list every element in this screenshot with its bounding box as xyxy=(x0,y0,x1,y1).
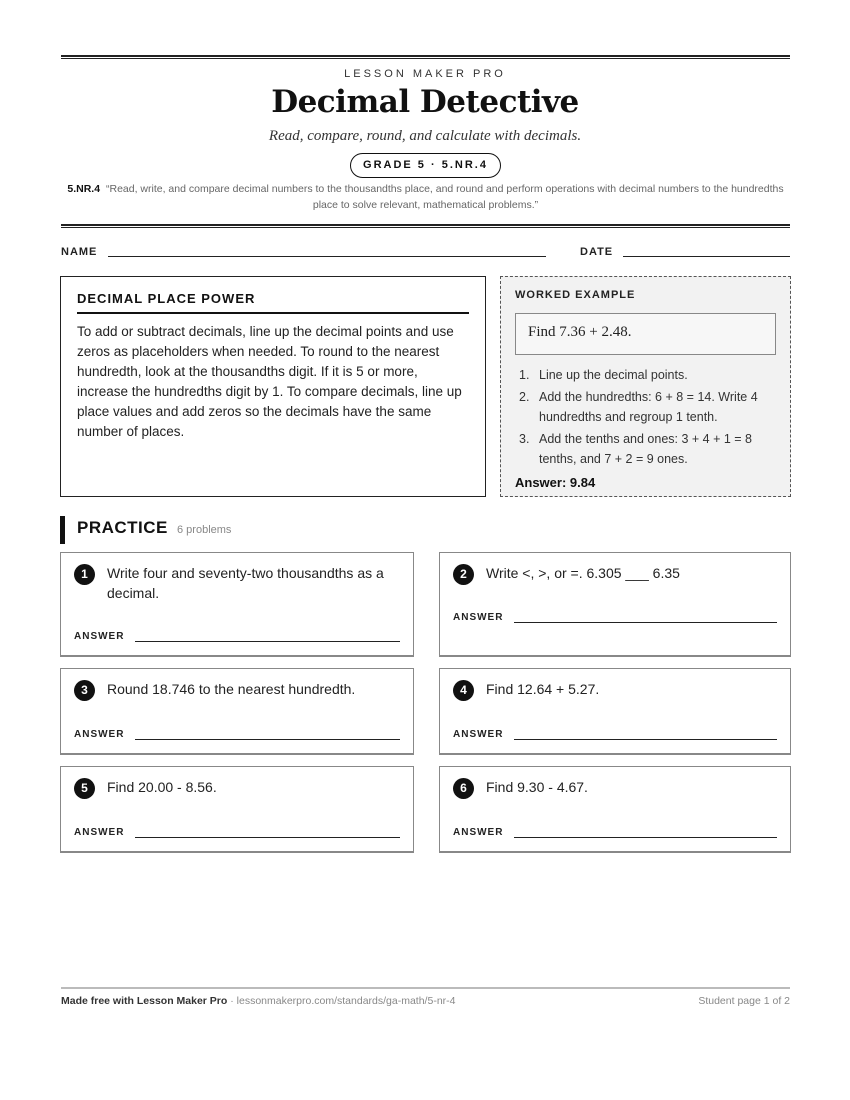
top-double-rule xyxy=(61,55,790,59)
problem-question: Find 20.00 - 8.56. xyxy=(107,779,217,795)
problem-number: 1 xyxy=(74,564,95,585)
standard-code: 5.NR.4 xyxy=(67,183,101,195)
answer-field[interactable] xyxy=(135,837,400,838)
footer-made-with: Made free with Lesson Maker Pro xyxy=(61,995,228,1007)
problem-number: 2 xyxy=(453,564,474,585)
standard-description xyxy=(61,181,790,213)
problem-number: 5 xyxy=(74,778,95,799)
brand-name: LESSON MAKER PRO xyxy=(344,68,506,80)
page-subtitle: Read, compare, round, and calculate with decimals. xyxy=(268,128,582,144)
answer-label: ANSWER xyxy=(453,827,504,838)
answer-field[interactable] xyxy=(135,641,400,642)
problem-card-5 xyxy=(60,766,414,853)
footer-page-number: Student page 1 of 2 xyxy=(698,995,790,1007)
answer-label: ANSWER xyxy=(74,631,125,642)
problem-question: Round 18.746 to the nearest hundredth. xyxy=(107,681,356,697)
practice-count: 6 problems xyxy=(177,524,232,536)
worked-example-step: 2. Add the hundredths: 6 + 8 = 14. Write 4 hundredths and regroup 1 tenth. xyxy=(519,390,758,424)
worked-example-steps xyxy=(515,365,776,469)
worked-example-box xyxy=(500,276,791,497)
concept-body: To add or subtract decimals, line up the decimal points and use zeros as placeholders when needed. To round to the nearest hundredth, look at the thousandths digit. If it is 5 or more, increase the hundredths digit by 1. To compare decimals, line up place values and add zeros so the decimals have the same number of places. xyxy=(77,324,462,439)
answer-field[interactable] xyxy=(514,622,777,623)
worked-example-step: 3. Add the tenths and ones: 3 + 4 + 1 = 8 tenths, and 7 + 2 = 9 ones. xyxy=(519,432,753,466)
problem-question: Write <, >, or =. 6.305 ___ 6.35 xyxy=(486,565,680,581)
problem-card-4 xyxy=(439,668,791,755)
answer-field[interactable] xyxy=(514,837,777,838)
footer-url[interactable]: · lessonmakerpro.com/standards/ga-math/5-nr-4 xyxy=(227,995,456,1007)
concept-heading: DECIMAL PLACE POWER xyxy=(77,291,469,314)
problem-number: 3 xyxy=(74,680,95,701)
worked-example-heading: WORKED EXAMPLE xyxy=(515,289,636,301)
name-field[interactable] xyxy=(108,256,546,257)
problem-number: 4 xyxy=(453,680,474,701)
problem-card-6 xyxy=(439,766,791,853)
date-field[interactable] xyxy=(623,256,790,257)
worked-example-answer: Answer: 9.84 xyxy=(515,475,596,490)
page-title: Decimal Detective xyxy=(271,84,579,120)
problem-question: Find 9.30 - 4.67. xyxy=(486,779,588,795)
problem-question: Write four and seventy-two thousandths as a decimal. xyxy=(107,565,384,601)
problem-card-3 xyxy=(60,668,414,755)
practice-accent-bar xyxy=(60,516,65,544)
answer-label: ANSWER xyxy=(74,729,125,740)
problem-question: Find 12.64 + 5.27. xyxy=(486,681,600,697)
practice-title: PRACTICE xyxy=(77,518,168,537)
header-bottom-rule xyxy=(61,224,790,228)
answer-label: ANSWER xyxy=(453,612,504,623)
standard-text: “Read, write, and compare decimal numbers to the thousandths place, and round and perform operations with decimal numbers to the hundredths place to solve relevant, mathematical problems.” xyxy=(105,183,784,211)
problem-card-2 xyxy=(439,552,791,657)
date-label: DATE xyxy=(580,246,614,258)
footer-credit xyxy=(61,995,456,1007)
footer-rule xyxy=(61,987,790,989)
answer-field[interactable] xyxy=(514,739,777,740)
worked-example-question: Find 7.36 + 2.48. xyxy=(515,313,776,355)
problem-number: 6 xyxy=(453,778,474,799)
answer-label: ANSWER xyxy=(453,729,504,740)
worked-example-step: 1. Line up the decimal points. xyxy=(519,368,688,382)
answer-label: ANSWER xyxy=(74,827,125,838)
name-label: NAME xyxy=(61,246,98,258)
answer-field[interactable] xyxy=(135,739,400,740)
grade-badge: GRADE 5 · 5.NR.4 xyxy=(350,153,501,178)
problem-card-1 xyxy=(60,552,414,657)
concept-box xyxy=(60,276,486,497)
